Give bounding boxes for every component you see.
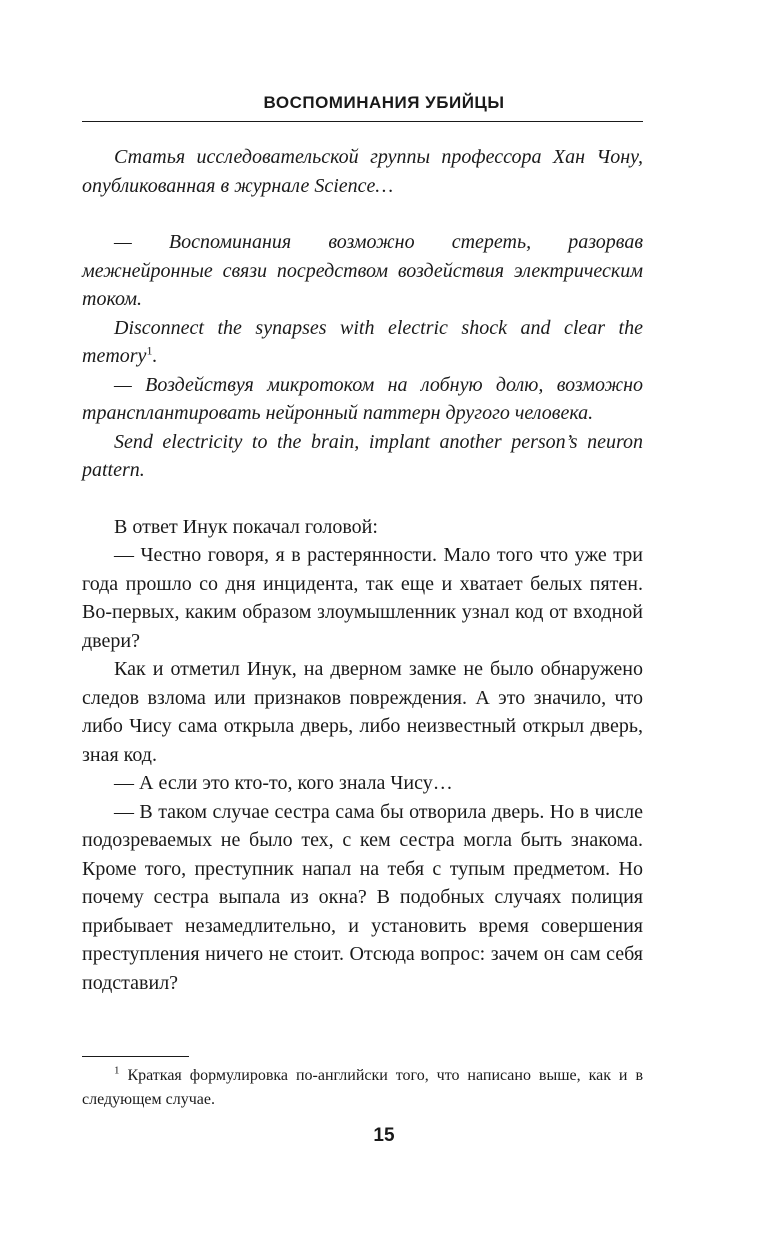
running-title: ВОСПОМИНАНИЯ УБИЙЦЫ bbox=[263, 93, 505, 112]
footnote bbox=[82, 1064, 643, 1112]
paragraph-inuk-shook-head: В ответ Инук покачал головой: bbox=[114, 515, 378, 538]
paragraph-door-lock: Как и отметил Инук, на дверном замке не было обнаружено следов взлома или признаков повреждения. А это значило, что либо Чису сама открыла дверь, либо неизвестный открыл дверь, зная код. bbox=[82, 658, 643, 766]
footnote-mark: 1 bbox=[114, 1064, 120, 1077]
paragraph-dialogue-sister: — В таком случае сестра сама бы отворила дверь. Но в числе подозреваемых не было тех, с кем сестра могла быть знакома. Кроме того, преступник напал на тебя с тупым предметом. Но почему сестра выпала из окна? В подобных случаях полиция прибывает незамедлительно, и установить время совершения преступления ничего не стоит. Отсюда вопрос: зачем он сам себя подставил? bbox=[82, 800, 643, 994]
english-erase-period: . bbox=[152, 345, 158, 367]
page-body bbox=[82, 143, 643, 997]
paragraph-dialogue-chisu: — А если это кто-то, кого знала Чису… bbox=[114, 772, 453, 794]
footnote-reference[interactable]: 1 bbox=[146, 343, 153, 358]
page-number: 15 bbox=[373, 1125, 395, 1146]
paragraph-gap bbox=[82, 485, 643, 513]
paragraph-gap bbox=[82, 200, 643, 228]
paragraph-dialogue-confusion: — Честно говоря, я в растерянности. Мало того что уже три года прошло со дня инцидента, так еще и хватает белых пятен. Во-первых, каким образом злоумышленник узнал код от входной двери? bbox=[82, 544, 643, 652]
english-erase-text: Disconnect the synapses with electric shock and clear the memory bbox=[82, 316, 643, 367]
footnote-text: Краткая формулировка по-английски того, что написано выше, как и в следующем случае. bbox=[82, 1067, 643, 1108]
paragraph-english-implant: Send electricity to the brain, implant another person’s neuron pattern. bbox=[82, 430, 643, 481]
paragraph-quote-implant: — Воздействуя микротоком на лобную долю, возможно трансплантировать нейронный паттерн другого человека. bbox=[82, 373, 643, 424]
footnote-divider bbox=[82, 1056, 189, 1057]
header-divider bbox=[82, 121, 643, 122]
paragraph-quote-erase-memory: — Воспоминания возможно стереть, разорвав межнейронные связи посредством воздействия электрическим током. bbox=[82, 231, 643, 310]
paragraph-english-erase bbox=[82, 314, 643, 371]
paragraph-article-intro: Статья исследовательской группы профессора Хан Чону, опубликованная в журнале Science… bbox=[82, 146, 643, 197]
